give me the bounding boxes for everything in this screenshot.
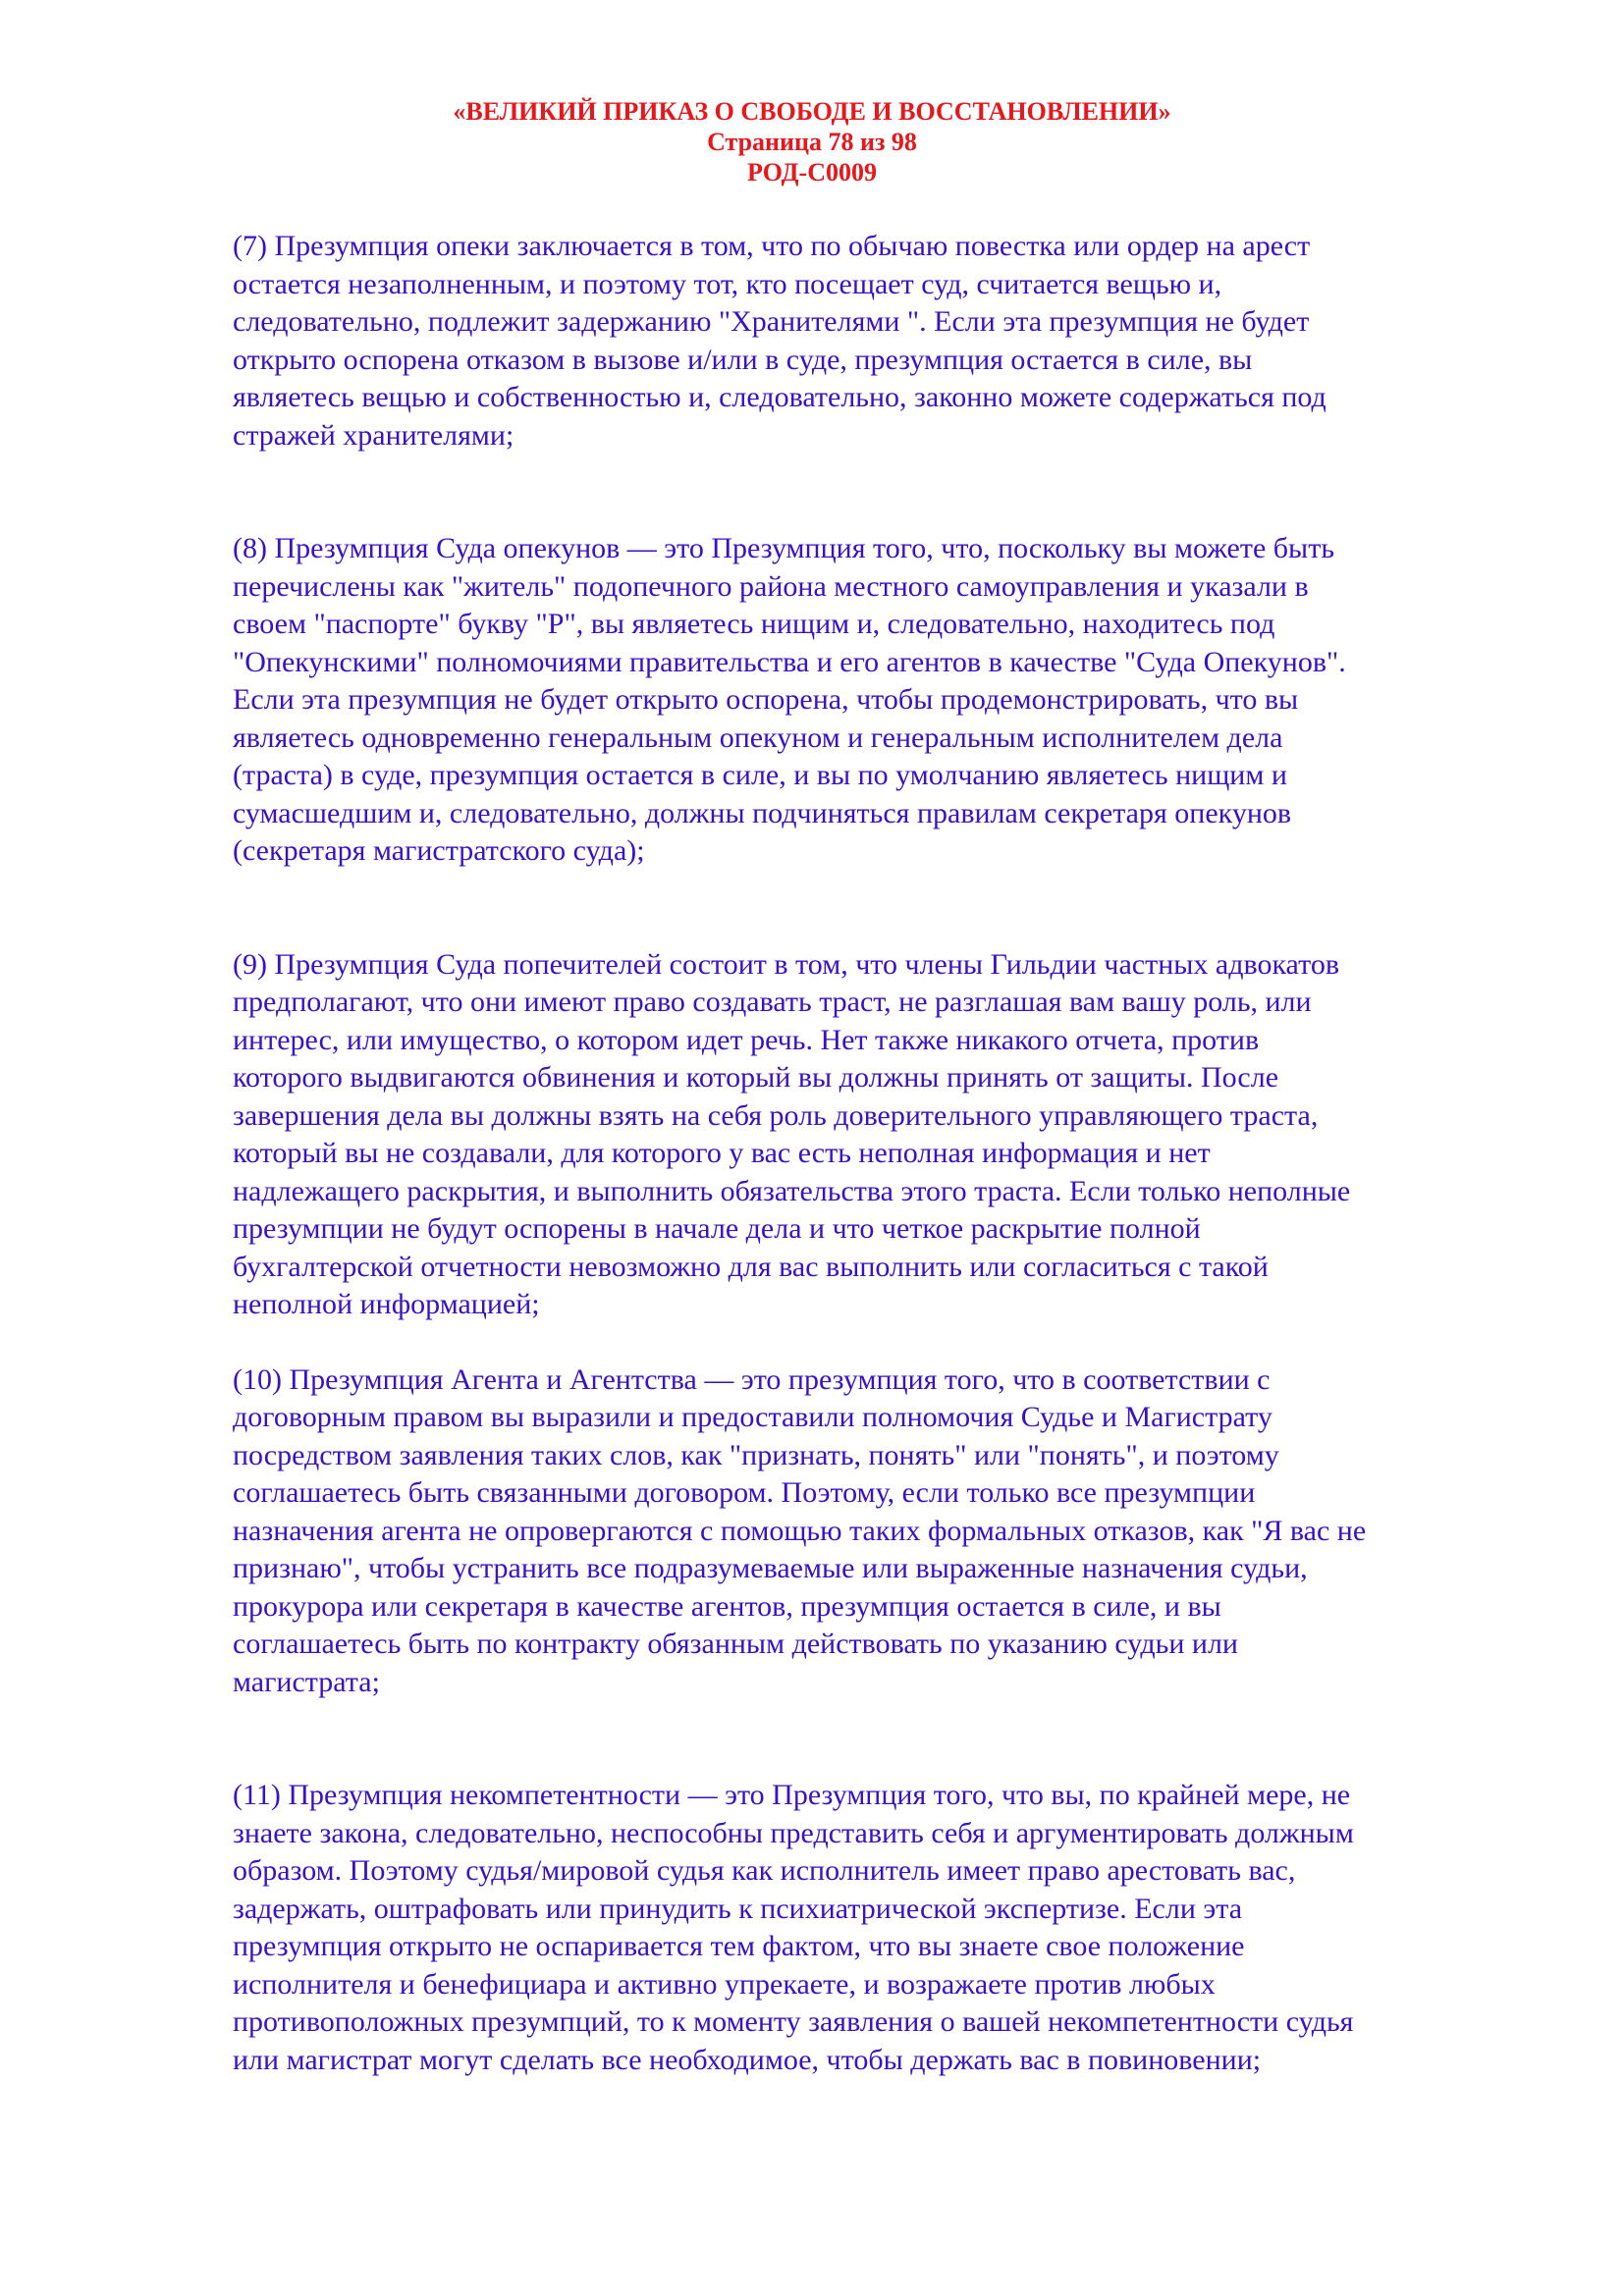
document-code: РОД-С0009 [747, 158, 877, 187]
paragraph-10: (10) Презумпция Агента и Агентства — это презумпция того, что в соответствии с договорным правом вы выразили и предоставили полномочия Судье и Магистрату посредством заявления таких слов, как "признать, понять" или "понять", и поэтому соглашаетесь быть связанными договором. Поэтому, если только все презумпции назначения агента не опровергаются с помощью таких формальных отказов, как "Я вас не признаю", чтобы устранить все подразумеваемые или выраженные назначения судьи, прокурора или секретаря в качестве агентов, презумпция остается в силе, и вы соглашаетесь быть по контракту обязанным действовать по указанию судьи или магистрата; [233, 1362, 1367, 1698]
paragraph-7: (7) Презумпция опеки заключается в том, что по обычаю повестка или ордер на арест остается незаполненным, и поэтому тот, кто посещает суд, считается вещью и, следовательно, подлежит задержанию "Хранителями ". Если эта презумпция не будет открыто оспорена отказом в вызове и/или в суде, презумпция остается в силе, вы являетесь вещью и собственностью и, следовательно, законно можете содержаться под стражей хранителями; [233, 230, 1326, 452]
document-body [233, 228, 1529, 2079]
paragraph-9: (9) Презумпция Суда попечителей состоит в том, что члены Гильдии частных адвокатов предполагают, что они имеют право создавать траст, не разглашая вам вашу роль, или интерес, или имущество, о котором идет речь. Нет также никакого отчета, против которого выдвигаются обвинения и который вы должны принять от защиты. После завершения дела вы должны взять на себя роль доверительного управляющего траста, который вы не создавали, для которого у вас есть неполная информация и нет надлежащего раскрытия, и выполнить обязательства этого траста. Если только неполные презумпции не будут оспорены в начале дела и что четкое раскрытие полной бухгалтерской отчетности невозможно для вас выполнить или согласиться с такой неполной информацией; [233, 947, 1351, 1320]
document-title: «ВЕЛИКИЙ ПРИКАЗ О СВОБОДЕ И ВОССТАНОВЛЕНИИ» [453, 97, 1171, 126]
page-header [0, 96, 1624, 187]
paragraph-11: (11) Презумпция некомпетентности — это Презумпция того, что вы, по крайней мере, не знаете закона, следовательно, неспособны представить себя и аргументировать должным образом. Поэтому судья/мировой судья как исполнитель имеет право арестовать вас, задержать, оштрафовать или принудить к психиатрической экспертизе. Если эта презумпция открыто не оспаривается тем фактом, что вы знаете свое положение исполнителя и бенефициара и активно упрекаете, и возражаете против любых противоположных презумпций, то к моменту заявления о вашей некомпетентности судья или магистрат могут сделать все необходимое, чтобы держать вас в повиновении; [233, 1779, 1354, 2076]
page-number: Страница 78 из 98 [707, 128, 917, 156]
paragraph-8: (8) Презумпция Суда опекунов — это Презумпция того, что, поскольку вы можете быть перечислены как "житель" подопечного района местного самоуправления и указали в своем "паспорте" букву "Р", вы являетесь нищим и, следовательно, находитесь под "Опекунскими" полномочиями правительства и его агентов в качестве "Суда Опекунов". Если эта презумпция не будет открыто оспорена, чтобы продемонстрировать, что вы являетесь одновременно генеральным опекуном и генеральным исполнителем дела (траста) в суде, презумпция остается в силе, и вы по умолчанию являетесь нищим и сумасшедшим и, следовательно, должны подчиняться правилам секретаря опекунов (секретаря магистратского суда); [233, 532, 1346, 867]
